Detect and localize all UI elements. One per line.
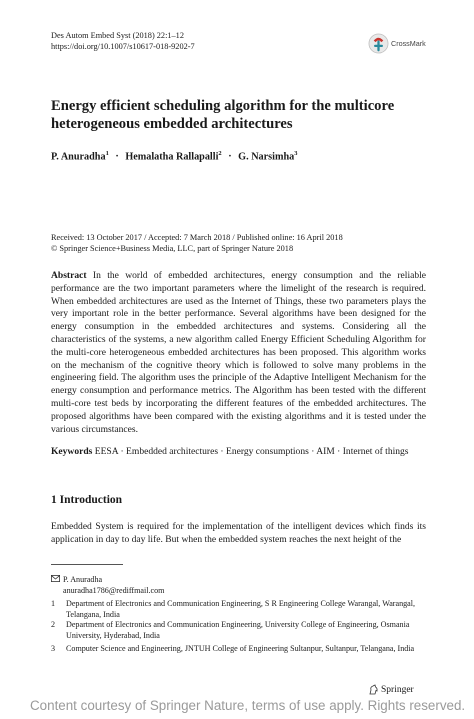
crossmark-label: CrossMark: [391, 38, 426, 48]
courtesy-watermark: Content courtesy of Springer Nature, terms of use apply. Rights reserved.: [30, 698, 466, 713]
abstract-label: Abstract: [51, 270, 87, 281]
affiliation-number: 2: [51, 620, 56, 629]
author-affiliation-ref: 2: [218, 150, 222, 157]
keywords-block: [51, 446, 426, 459]
affiliation-number: 3: [51, 644, 56, 653]
affiliation-number: 1: [51, 599, 56, 608]
author-affiliation-ref: 1: [105, 150, 109, 157]
keywords-text: EESA · Embedded architectures · Energy consumptions · AIM · Internet of things: [94, 446, 409, 457]
author-name[interactable]: P. Anuradha: [51, 151, 106, 163]
author-list: [51, 150, 431, 162]
crossmark-badge[interactable]: [368, 31, 428, 55]
author-name[interactable]: G. Narsimha: [238, 151, 295, 163]
keywords-label: Keywords: [51, 446, 93, 457]
footnote-divider: [51, 564, 123, 565]
author-affiliation-ref: 3: [294, 150, 298, 157]
journal-info: [51, 30, 195, 52]
affiliation-text: Department of Electronics and Communication Engineering, University College of Engineering, Osmania University, Hyderabad, India: [66, 620, 410, 640]
journal-citation: Des Autom Embed Syst (2018) 22:1–12: [51, 31, 184, 40]
springer-logo: [368, 684, 414, 695]
publisher-name: Springer: [381, 684, 414, 695]
springer-horse-icon: [368, 684, 379, 695]
corresponding-email[interactable]: anuradha1786@rediffmail.com: [63, 585, 165, 595]
affiliation-text: Department of Electronics and Communication Engineering, S R Engineering College Warangal, Warangal, Telangana, India: [66, 599, 416, 619]
correspondence: [51, 575, 426, 597]
corresponding-author: P. Anuradha: [63, 575, 103, 584]
affiliation-item: [51, 644, 426, 655]
history-dates: Received: 13 October 2017 / Accepted: 7 March 2018 / Published online: 16 April 2018: [51, 233, 343, 242]
section-text: Embedded System is required for the implementation of the intelligent devices which finds its application in day to day life. But when the embedded system reaches the next height of the: [51, 521, 426, 545]
envelope-icon: [51, 575, 63, 586]
affiliation-text: Computer Science and Engineering, JNTUH College of Engineering Sultanpur, Sultanpur, Telangana, India: [66, 644, 415, 653]
section-heading: 1 Introduction: [51, 494, 123, 506]
paper-title: Energy efficient scheduling algorithm for the multicore heterogeneous embedded architectures: [51, 98, 395, 132]
author-name[interactable]: Hemalatha Rallapalli: [125, 151, 219, 163]
author-separator: ·: [115, 151, 119, 163]
doi-link[interactable]: https://doi.org/10.1007/s10617-018-9202-7: [51, 42, 195, 51]
abstract-block: [51, 270, 426, 436]
publication-history: [51, 232, 431, 254]
affiliation-item: [51, 599, 426, 621]
crossmark-icon: [368, 33, 389, 54]
abstract-text: In the world of embedded architectures, energy consumption and the reliable performance are the two important parameters where the limelight of the research is required. When embedded architectures are used as the Internet of Things, these two parameters plays the very important role in the better performance. Several algorithms have been designed for the energy consumption in the embedded architectures and systems. Considering all the characteristics of the systems, a new algorithm called Energy Efficient Scheduling Algorithm for the multi-core heterogeneous embedded architectures has been proposed. This algorithm works on the mechanism of the cognitive theory which is followed to solve many problems in the engineering field. The algorithm uses the principle of the Adaptive Intelligent Mechanism for the energy consumption and performance metrics. The Algorithm has been tested with the different multi-core test beds by incorporating the different features of the embedded architectures. The proposed algorithms have been compared with the existing algorithms and it is tested under the various circumstances.: [51, 270, 426, 435]
copyright-line: © Springer Science+Business Media, LLC, part of Springer Nature 2018: [51, 244, 294, 253]
affiliation-item: [51, 620, 426, 642]
author-separator: ·: [228, 151, 232, 163]
